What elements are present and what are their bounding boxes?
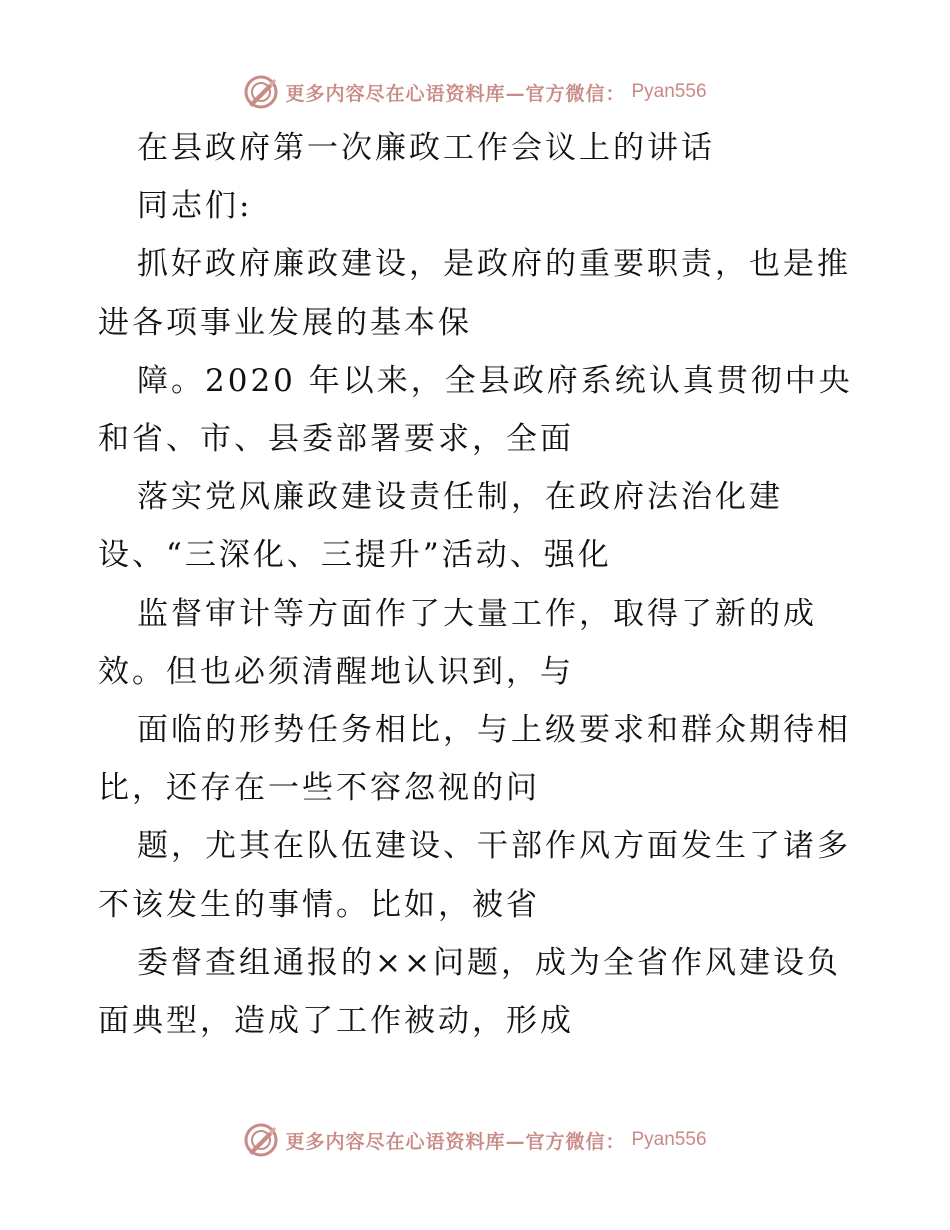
pen-logo-icon bbox=[243, 1122, 279, 1158]
body-line: 委督查组通报的××问题，成为全省作风建设负 bbox=[137, 945, 841, 981]
watermark-wechat-id: Pyan556 bbox=[631, 1129, 707, 1150]
body-line: 落实党风廉政建设责任制，在政府法治化建 bbox=[137, 479, 783, 515]
body-line: 面临的形势任务相比，与上级要求和群众期待相 bbox=[137, 712, 851, 748]
body-line: 障。2020 年以来，全县政府系统认真贯彻中央 bbox=[137, 363, 853, 399]
body-line: 和省、市、县委部署要求，全面 bbox=[98, 421, 574, 457]
body-line: 抓好政府廉政建设，是政府的重要职责，也是推 bbox=[137, 246, 851, 282]
watermark-wechat-id: Pyan556 bbox=[631, 81, 707, 102]
body-line: 题，尤其在队伍建设、干部作风方面发生了诸多 bbox=[137, 828, 851, 864]
body-line: 监督审计等方面作了大量工作，取得了新的成 bbox=[137, 596, 817, 632]
body-line: 比，还存在一些不容忽视的问 bbox=[98, 770, 540, 806]
body-line: 进各项事业发展的基本保 bbox=[98, 305, 472, 341]
watermark-text: 更多内容尽在心语资料库—官方微信： bbox=[285, 82, 626, 105]
watermark-footer bbox=[0, 1120, 950, 1160]
salutation: 同志们: bbox=[137, 188, 253, 224]
body-line: 效。但也必须清醒地认识到，与 bbox=[98, 654, 574, 690]
document-title: 在县政府第一次廉政工作会议上的讲话 bbox=[137, 130, 715, 166]
body-line: 设、“三深化、三提升”活动、强化 bbox=[98, 537, 612, 573]
watermark-text: 更多内容尽在心语资料库—官方微信： bbox=[285, 1130, 626, 1153]
body-line: 面典型，造成了工作被动，形成 bbox=[98, 1003, 574, 1039]
body-line: 不该发生的事情。比如，被省 bbox=[98, 887, 540, 923]
